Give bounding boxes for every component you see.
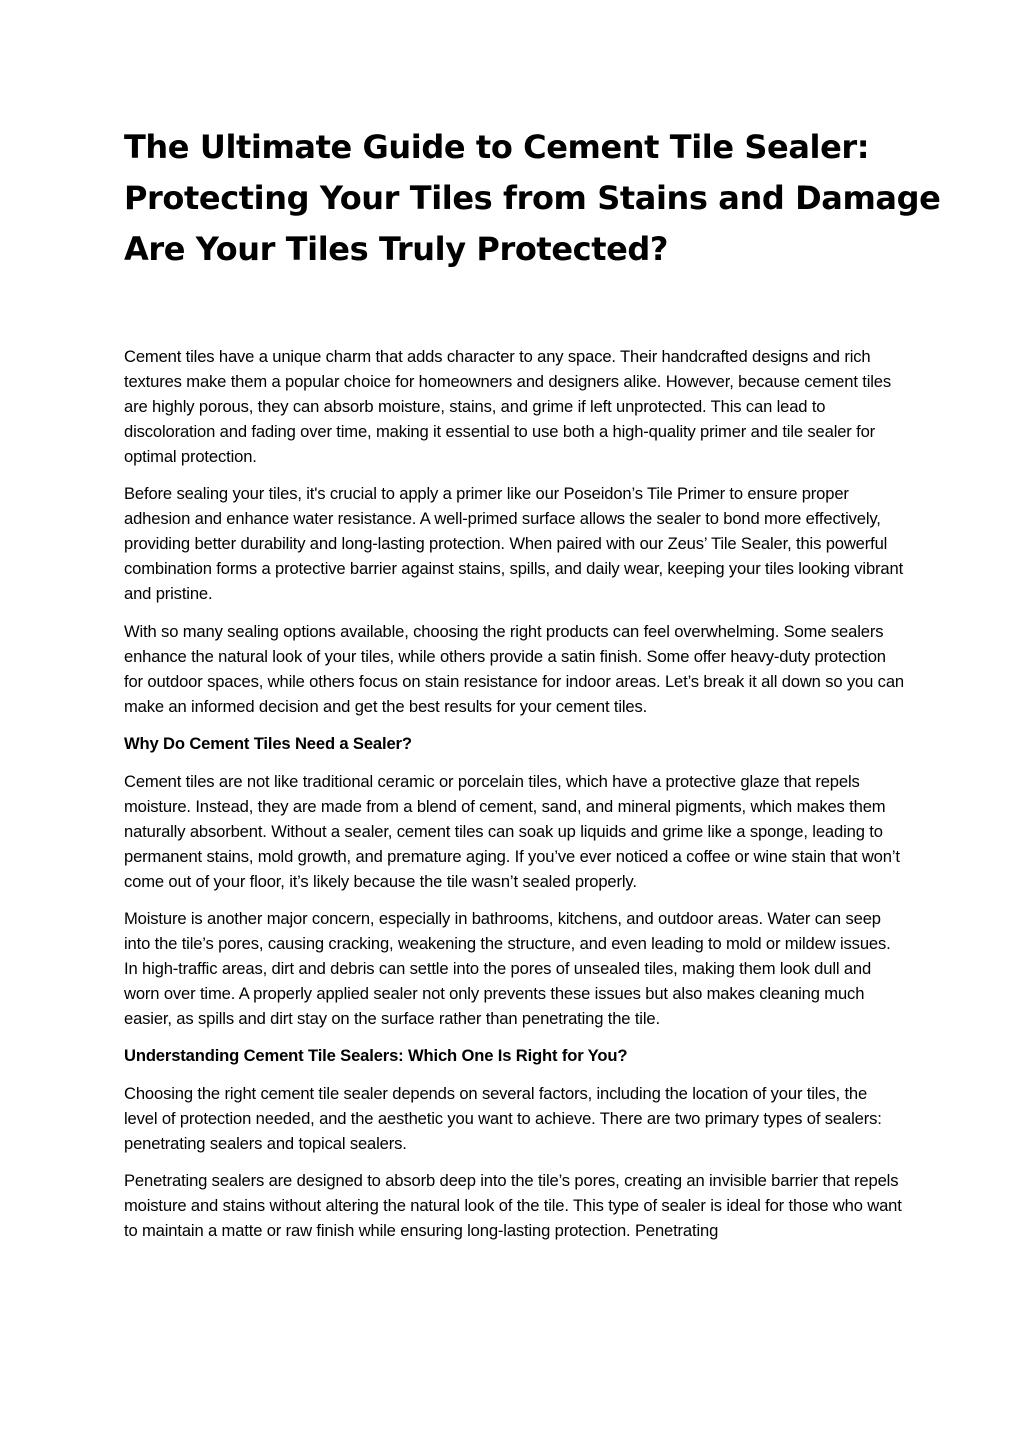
paragraph-primer: Before sealing your tiles, it's crucial to apply a primer like our Poseidon’s Tile Primer to ensure proper adhesion and enhance water resistance. A well-primed surface allows the sealer to bond more effectively, providing better durability and long-lasting protection. When paired with our Zeus’ Tile Sealer, this powerful combination forms a protective barrier against stains, spills, and daily wear, keeping your tiles looking vibrant and pristine. [124,484,904,604]
paragraph-choosing: Choosing the right cement tile sealer depends on several factors, including the location of your tiles, the level of protection needed, and the aesthetic you want to achieve. There are two primary types of sealers: penetrating sealers and topical sealers. [124,1083,882,1153]
document-body [124,344,904,1243]
paragraph-intro: Cement tiles have a unique charm that adds character to any space. Their handcrafted designs and rich textures make them a popular choice for homeowners and designers alike. However, because cement tiles are highly porous, they can absorb moisture, stains, and grime if left unprotected. This can lead to discoloration and fading over time, making it essential to use both a high-quality primer and tile sealer for optimal protection. [124,347,892,466]
section-heading-understanding-sealers: Understanding Cement Tile Sealers: Which One Is Right for You? [124,1046,628,1066]
title-line-2: Protecting Your Tiles from Stains and Damage [124,179,941,217]
paragraph-options: With so many sealing options available, choosing the right products can feel overwhelming. Some sealers enhance the natural look of your tiles, while others provide a satin finish. Some offer heavy-duty protection for outdoor spaces, while others focus on stain resistance for indoor areas. Let’s break it all down so you can make an informed decision and get the best results for your cement tiles. [124,621,904,716]
paragraph-moisture: Moisture is another major concern, especially in bathrooms, kitchens, and outdoor areas. Water can seep into the tile’s pores, causing cracking, weakening the structure, and even leading to mold or mildew issues. In high-traffic areas, dirt and debris can settle into the pores of unsealed tiles, making them look dull and worn over time. A properly applied sealer not only prevents these issues but also makes cleaning much easier, as spills and dirt stay on the surface rather than penetrating the tile. [124,908,891,1028]
title-line-1: The Ultimate Guide to Cement Tile Sealer: [124,128,870,166]
document-title [124,122,941,275]
document-page [124,122,941,1256]
title-line-3: Are Your Tiles Truly Protected? [124,230,669,268]
section-heading-why-sealer: Why Do Cement Tiles Need a Sealer? [124,734,412,754]
paragraph-porosity: Cement tiles are not like traditional ceramic or porcelain tiles, which have a protective glaze that repels moisture. Instead, they are made from a blend of cement, sand, and mineral pigments, which makes them naturally absorbent. Without a sealer, cement tiles can soak up liquids and grime like a sponge, leading to permanent stains, mold growth, and premature aging. If you’ve ever noticed a coffee or wine stain that won’t come out of your floor, it’s likely because the tile wasn’t sealed properly. [124,771,900,891]
paragraph-penetrating: Penetrating sealers are designed to absorb deep into the tile’s pores, creating an invisible barrier that repels moisture and stains without altering the natural look of the tile. This type of sealer is ideal for those who want to maintain a matte or raw finish while ensuring long-lasting protection. Penetrating [124,1171,902,1241]
